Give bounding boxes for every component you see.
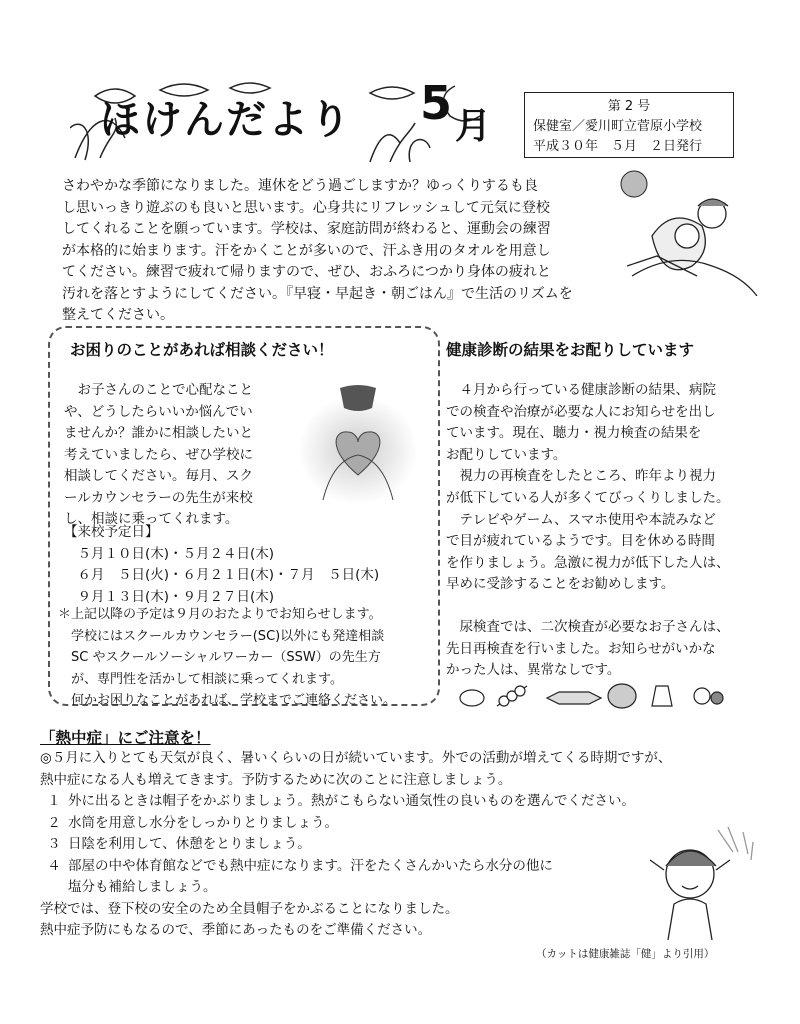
item-number: ４ <box>47 857 61 874</box>
health-line: お配りしています。 <box>446 446 567 463</box>
intro-line: が本格的に始まります。汗をかくことが多いので、汗ふき用のタオルを用意し <box>62 242 551 259</box>
heart-hands-illustration <box>288 380 428 510</box>
snacks-illustration <box>452 676 762 716</box>
consultation-line: 考えていましたら、ぜひ学校に <box>64 446 253 463</box>
item-text: 外に出るときは帽子をかぶりましょう。熱がこもらない通気性の良いものを選んでください。 <box>68 793 635 809</box>
item-text: 水筒を用意し水分をしっかりとりましょう。 <box>68 814 338 831</box>
health-line: を作りましょう。急激に視力が低下した人は、 <box>446 554 730 571</box>
schedule-heading: 【来校予定日】 <box>64 524 159 540</box>
item-text: 部屋の中や体育館などでも熱中症になります。汗をたくさんかいたら水分の他に <box>68 857 553 874</box>
item-number: １ <box>47 793 61 809</box>
health-line: テレビやゲーム、スマホ使用や本読みなど <box>446 511 716 528</box>
hot-boy-illustration <box>628 822 768 940</box>
spacer <box>446 596 764 617</box>
consultation-note <box>58 604 434 712</box>
issue-number: 第 2 号 <box>607 99 651 114</box>
health-line: かった人は、異常なしです。 <box>446 662 621 679</box>
health-check-heading: 健康診断の結果をお配りしています <box>446 341 695 359</box>
item-text: 塩分も補給しましょう。 <box>68 879 217 895</box>
intro-line: してくれることを願っています。学校は、家庭訪問が終わると、運動会の練習 <box>62 221 551 237</box>
health-check-text <box>446 380 764 682</box>
schedule-row: ５月１０日(木)・５月２４日(木) <box>64 545 275 562</box>
consultation-line: や、どうしたらいいか悩んでい <box>64 403 253 420</box>
intro-line: 汚れを落とすようにしてください。『早寝・早起き・朝ごはん』で生活のリズムを <box>62 285 573 302</box>
note-line: 何かお困りなことがあれば、学校までご連絡ください。 <box>58 693 397 708</box>
note-line: SC やスクールソーシャルワーカー（SSW）の先生方 <box>58 650 381 665</box>
heatstroke-heading: 「熱中症」にご注意を！ <box>40 729 211 747</box>
heatstroke-line: ◎５月に入りとても天気が良く、暑いくらいの日が続いています。外での活動が増えてくる時期ですが、 <box>40 750 672 766</box>
health-line: で目が疲れているようです。目を休める時間 <box>446 533 715 550</box>
health-line: 尿検査では、二次検査が必要なお子さんは、 <box>446 618 730 635</box>
consultation-line: ールカウンセラーの先生が来校 <box>64 489 253 506</box>
intro-text <box>62 176 592 327</box>
health-line: 視力の再検査をしたところ、昨年より視力 <box>446 468 716 485</box>
health-line: 早めに受診することをお勧めします。 <box>446 576 675 593</box>
consultation-line: 相談してください。毎月、スク <box>64 468 253 484</box>
heatstroke-line: 熱中症予防にもなるので、季節にあったものをご準備ください。 <box>40 922 432 938</box>
consultation-text <box>64 380 286 531</box>
month-number: 5 <box>420 76 453 130</box>
intro-line: てください。練習で疲れて帰りますので、ぜひ、おふろにつかり身体の疲れと <box>62 264 551 280</box>
schedule-row: ９月１３日(木)・９月２７日(木) <box>64 588 275 605</box>
visit-schedule <box>64 522 424 608</box>
publisher: 保健室／愛川町立菅原小学校 <box>533 119 703 134</box>
item-text: 日陰を利用して、休憩をとりましょう。 <box>68 836 311 852</box>
health-line: が低下している人が多くてびっくりしました。 <box>446 489 730 506</box>
newsletter-title: ほけんだより <box>100 97 352 143</box>
item-number: ３ <box>47 836 61 852</box>
children-resting-illustration <box>612 166 762 296</box>
issue-info-box <box>524 92 734 158</box>
consultation-line: ませんか？誰かに相談したいと <box>64 425 253 441</box>
item-number: ２ <box>47 814 61 831</box>
month-label: 月 <box>455 106 492 147</box>
health-line: ４月から行っている健康診断の結果、病院 <box>446 382 716 398</box>
indent <box>40 877 68 899</box>
issue-date: 平成３０年 ５月 ２日発行 <box>533 139 703 154</box>
note-line: が、専門性を活かして相談に乗ってくれます。 <box>58 671 343 687</box>
image-credit: （カットは健康雑誌「健」より引用） <box>536 948 715 960</box>
note-line: ＊上記以降の予定は９月のおたよりでお知らせします。 <box>58 607 382 622</box>
health-line: ています。現在、聴力・視力検査の結果を <box>446 425 702 442</box>
schedule-row: ６月 ５日(火)・６月２１日(木)・７月 ５日(木) <box>64 567 380 583</box>
consultation-heading: お困りのことがあれば相談ください！ <box>70 341 334 359</box>
heatstroke-line: 熱中症になる人も増えてきます。予防するために次のことに注意しましょう。 <box>40 771 512 788</box>
intro-line: さわやかな季節になりました。連休をどう過ごしますか？ゆっくりするも良 <box>62 178 538 194</box>
intro-line: 整えてください。 <box>62 307 174 323</box>
note-line: 学校にはスクールカウンセラー(SC)以外にも発達相談 <box>58 628 385 644</box>
consultation-line: し、相談に乗ってくれます。 <box>64 511 239 527</box>
intro-line: し思いっきり遊ぶのも良いと思います。心身共にリフレッシュして元気に登校 <box>62 199 550 216</box>
consultation-line: お子さんのことで心配なこと <box>64 382 253 398</box>
health-line: 先日再検査を行いました。お知らせがいかな <box>446 640 716 657</box>
health-line: での検査や治療が必要な人にお知らせを出し <box>446 403 716 420</box>
list-item <box>40 791 760 813</box>
heatstroke-line: 学校では、登下校の安全のため全員帽子をかぶることになりました。 <box>40 900 459 917</box>
